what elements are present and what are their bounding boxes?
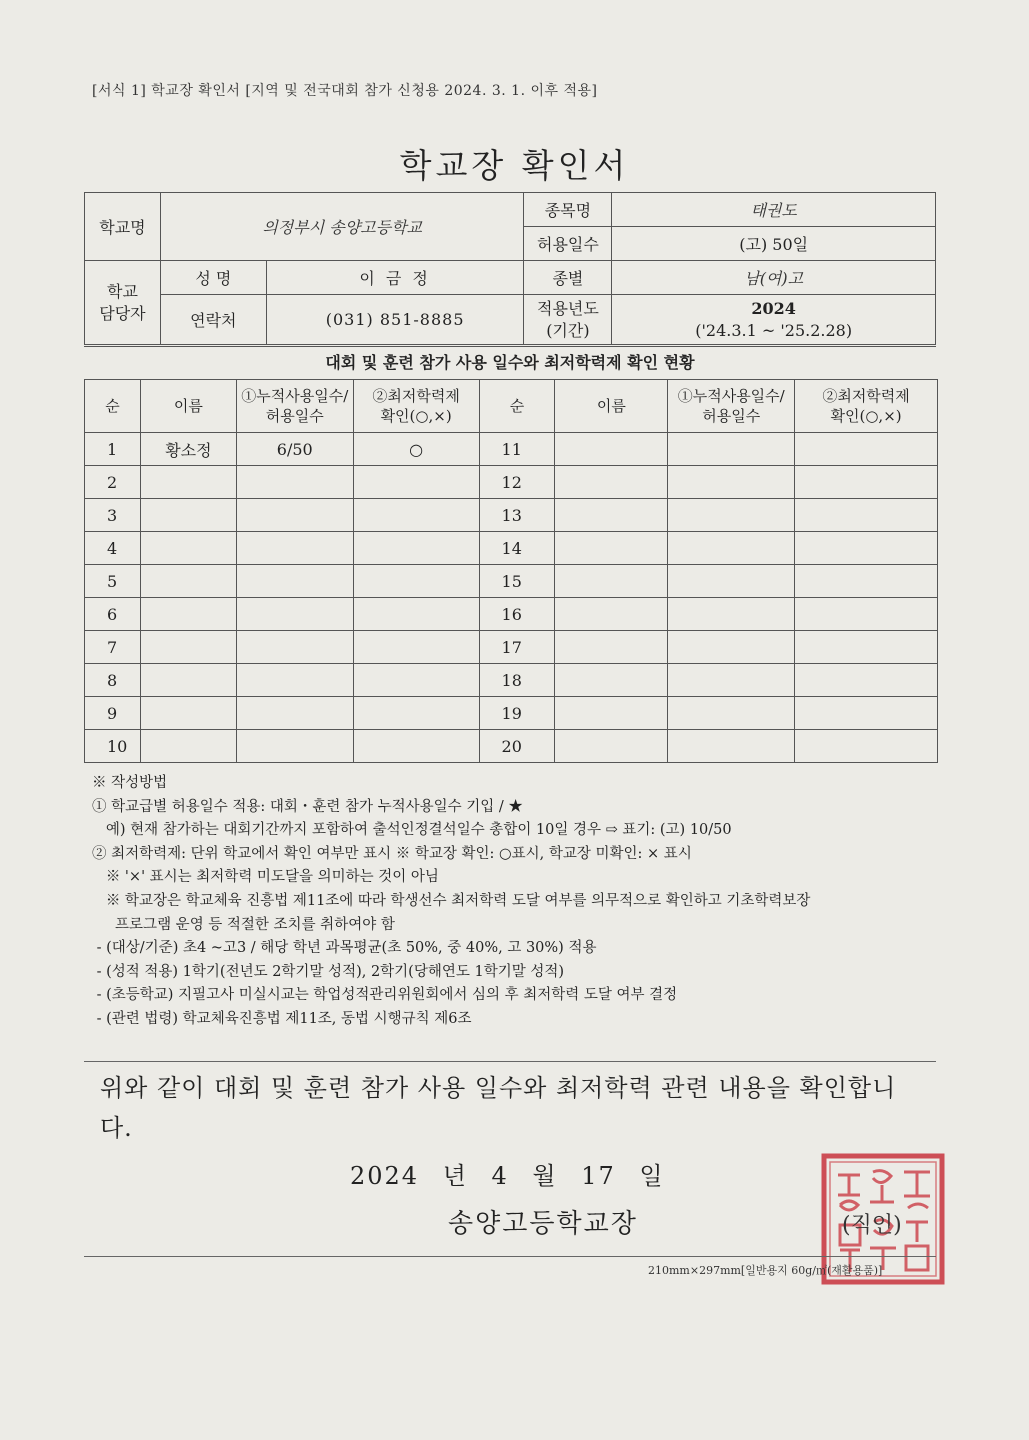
col-no: 순 (479, 380, 555, 433)
instruction-line: ※ 작성방법 (92, 775, 168, 791)
cumulative-days (236, 697, 353, 730)
row-number: 7 (85, 631, 141, 664)
cumulative-days (236, 631, 353, 664)
row-number: 17 (479, 631, 555, 664)
allowed-days-label: 허용일수 (524, 227, 612, 261)
gender-value: 남(여)고 (612, 261, 936, 295)
cumulative-days (236, 565, 353, 598)
cumulative-days (668, 730, 795, 763)
row-number: 14 (479, 532, 555, 565)
school-label: 학교명 (85, 193, 161, 261)
cumulative-days (668, 697, 795, 730)
table-row (85, 598, 938, 631)
manager-label: 학교 담당자 (85, 261, 161, 345)
table-header-row (85, 380, 938, 433)
cumulative-days (236, 532, 353, 565)
section-title: 대회 및 훈련 참가 사용 일수와 최저학력제 확인 현황 (84, 346, 936, 380)
student-name (555, 532, 668, 565)
cumulative-days: 6/50 (236, 433, 353, 466)
row-number: 6 (85, 598, 141, 631)
student-name (140, 730, 236, 763)
row-number: 10 (85, 730, 141, 763)
student-name (140, 565, 236, 598)
row-number: 5 (85, 565, 141, 598)
row-number: 18 (479, 664, 555, 697)
min-grade-check (353, 664, 479, 697)
min-grade-check (795, 466, 938, 499)
cumulative-days (668, 466, 795, 499)
school-value: 의정부시 송양고등학교 (160, 193, 524, 261)
col-check: ②최저학력제 확인(○,×) (353, 380, 479, 433)
student-name (555, 598, 668, 631)
row-number: 15 (479, 565, 555, 598)
principal-title: 송양고등학교장 (448, 1209, 638, 1239)
year-label: 적용년도 (기간) (524, 295, 612, 345)
cumulative-days (236, 730, 353, 763)
date: 2024 년 4 월 17 일 (350, 1162, 665, 1190)
col-check: ②최저학력제 확인(○,×) (795, 380, 938, 433)
divider (84, 1061, 936, 1062)
name-value: 이 금 정 (266, 261, 524, 295)
row-number: 9 (85, 697, 141, 730)
min-grade-check (353, 730, 479, 763)
col-days: ①누적사용일수/ 허용일수 (668, 380, 795, 433)
name-label: 성 명 (160, 261, 266, 295)
min-grade-check (795, 532, 938, 565)
student-name (555, 565, 668, 598)
instruction-line: - (초등학교) 지필고사 미실시교는 학업성적관리위원회에서 심의 후 최저학력 도달 여부 결정 (92, 987, 678, 1004)
student-name (140, 598, 236, 631)
instruction-line: 예) 현재 참가하는 대회기간까지 포함하여 출석인정결석일수 총합이 10일 경우 ⇨ 표기: (고) 10/50 (92, 822, 732, 839)
min-grade-check (795, 697, 938, 730)
year-value: 2024 (751, 298, 796, 318)
table-row (85, 664, 938, 697)
participation-table (84, 379, 938, 763)
row-number: 19 (479, 697, 555, 730)
table-row (85, 730, 938, 763)
table-row (85, 433, 938, 466)
footer-divider (84, 1256, 936, 1257)
min-grade-check (353, 631, 479, 664)
col-name: 이름 (555, 380, 668, 433)
min-grade-check (795, 598, 938, 631)
paper-size-note: 210mm×297mm[일반용지 60g/㎡(재활용품)] (648, 1264, 883, 1277)
student-name (140, 532, 236, 565)
row-number: 1 (85, 433, 141, 466)
min-grade-check: ○ (353, 433, 479, 466)
cumulative-days (236, 499, 353, 532)
cumulative-days (668, 499, 795, 532)
table-row (85, 565, 938, 598)
table-row (85, 532, 938, 565)
col-name: 이름 (140, 380, 236, 433)
table-row (85, 499, 938, 532)
min-grade-check (353, 697, 479, 730)
cumulative-days (668, 631, 795, 664)
instruction-line: 프로그램 운영 등 적절한 조치를 취하여야 함 (92, 916, 395, 933)
cumulative-days (236, 598, 353, 631)
student-name (140, 631, 236, 664)
row-number: 13 (479, 499, 555, 532)
confirmation-text: 위와 같이 대회 및 훈련 참가 사용 일수와 최저학력 관련 내용을 확인합니다. (100, 1074, 897, 1142)
student-name (555, 730, 668, 763)
instruction-line: ① 학교급별 허용일수 적용: 대회・훈련 참가 누적사용일수 기입 / ★ (92, 798, 523, 815)
instruction-line: - (관련 법령) 학교체육진흥법 제11조, 동법 시행규칙 제6조 (92, 1010, 472, 1027)
contact-value: (031) 851-8885 (266, 295, 524, 345)
info-table (84, 192, 936, 345)
table-row (85, 466, 938, 499)
cumulative-days (668, 664, 795, 697)
period-value: ('24.3.1 ~ '25.2.28) (695, 320, 853, 340)
contact-label: 연락처 (160, 295, 266, 345)
cumulative-days (668, 598, 795, 631)
writing-instructions (92, 772, 952, 1032)
instruction-line: ② 최저학력제: 단위 학교에서 확인 여부만 표시 ※ 학교장 확인: ○표시, 학교장 미확인: × 표시 (92, 845, 692, 862)
document-title: 학교장 확인서 (399, 146, 630, 185)
cumulative-days (236, 466, 353, 499)
instruction-line: - (성적 적용) 1학기(전년도 2학기말 성적), 2학기(당해연도 1학기말 성적) (92, 963, 565, 980)
min-grade-check (795, 631, 938, 664)
sport-value: 태권도 (612, 193, 936, 227)
student-name: 황소정 (140, 433, 236, 466)
row-number: 11 (479, 433, 555, 466)
cumulative-days (668, 532, 795, 565)
student-name (140, 499, 236, 532)
row-number: 20 (479, 730, 555, 763)
instruction-line: - (대상/기준) 초4 ~고3 / 해당 학년 과목평균(초 50%, 중 40%, 고 30%) 적용 (92, 940, 597, 957)
gender-label: 종별 (524, 261, 612, 295)
min-grade-check (353, 466, 479, 499)
year-cell (612, 295, 936, 345)
table-row (85, 697, 938, 730)
instruction-line: ※ 학교장은 학교체육 진흥법 제11조에 따라 학생선수 최저학력 도달 여부를 의무적으로 확인하고 기초학력보장 (92, 892, 811, 909)
form-header: [서식 1] 학교장 확인서 [지역 및 전국대회 참가 신청용 2024. 3. 1. 이후 적용] (92, 83, 598, 99)
min-grade-check (795, 730, 938, 763)
student-name (140, 697, 236, 730)
student-name (555, 697, 668, 730)
student-name (140, 466, 236, 499)
student-name (555, 466, 668, 499)
student-name (555, 664, 668, 697)
cumulative-days (668, 433, 795, 466)
instruction-line: ※ '×' 표시는 최저학력 미도달을 의미하는 것이 아님 (92, 869, 439, 886)
min-grade-check (795, 433, 938, 466)
min-grade-check (795, 664, 938, 697)
col-days: ①누적사용일수/ 허용일수 (236, 380, 353, 433)
cumulative-days (236, 664, 353, 697)
min-grade-check (353, 532, 479, 565)
student-name (140, 664, 236, 697)
seal-label: (직인) (842, 1213, 902, 1238)
allowed-days-value: (고) 50일 (612, 227, 936, 261)
row-number: 16 (479, 598, 555, 631)
cumulative-days (668, 565, 795, 598)
row-number: 8 (85, 664, 141, 697)
row-number: 12 (479, 466, 555, 499)
col-no: 순 (85, 380, 141, 433)
row-number: 2 (85, 466, 141, 499)
table-row (85, 631, 938, 664)
student-name (555, 499, 668, 532)
min-grade-check (353, 499, 479, 532)
min-grade-check (353, 598, 479, 631)
min-grade-check (795, 499, 938, 532)
min-grade-check (795, 565, 938, 598)
sport-label: 종목명 (524, 193, 612, 227)
min-grade-check (353, 565, 479, 598)
student-name (555, 631, 668, 664)
row-number: 4 (85, 532, 141, 565)
row-number: 3 (85, 499, 141, 532)
student-name (555, 433, 668, 466)
